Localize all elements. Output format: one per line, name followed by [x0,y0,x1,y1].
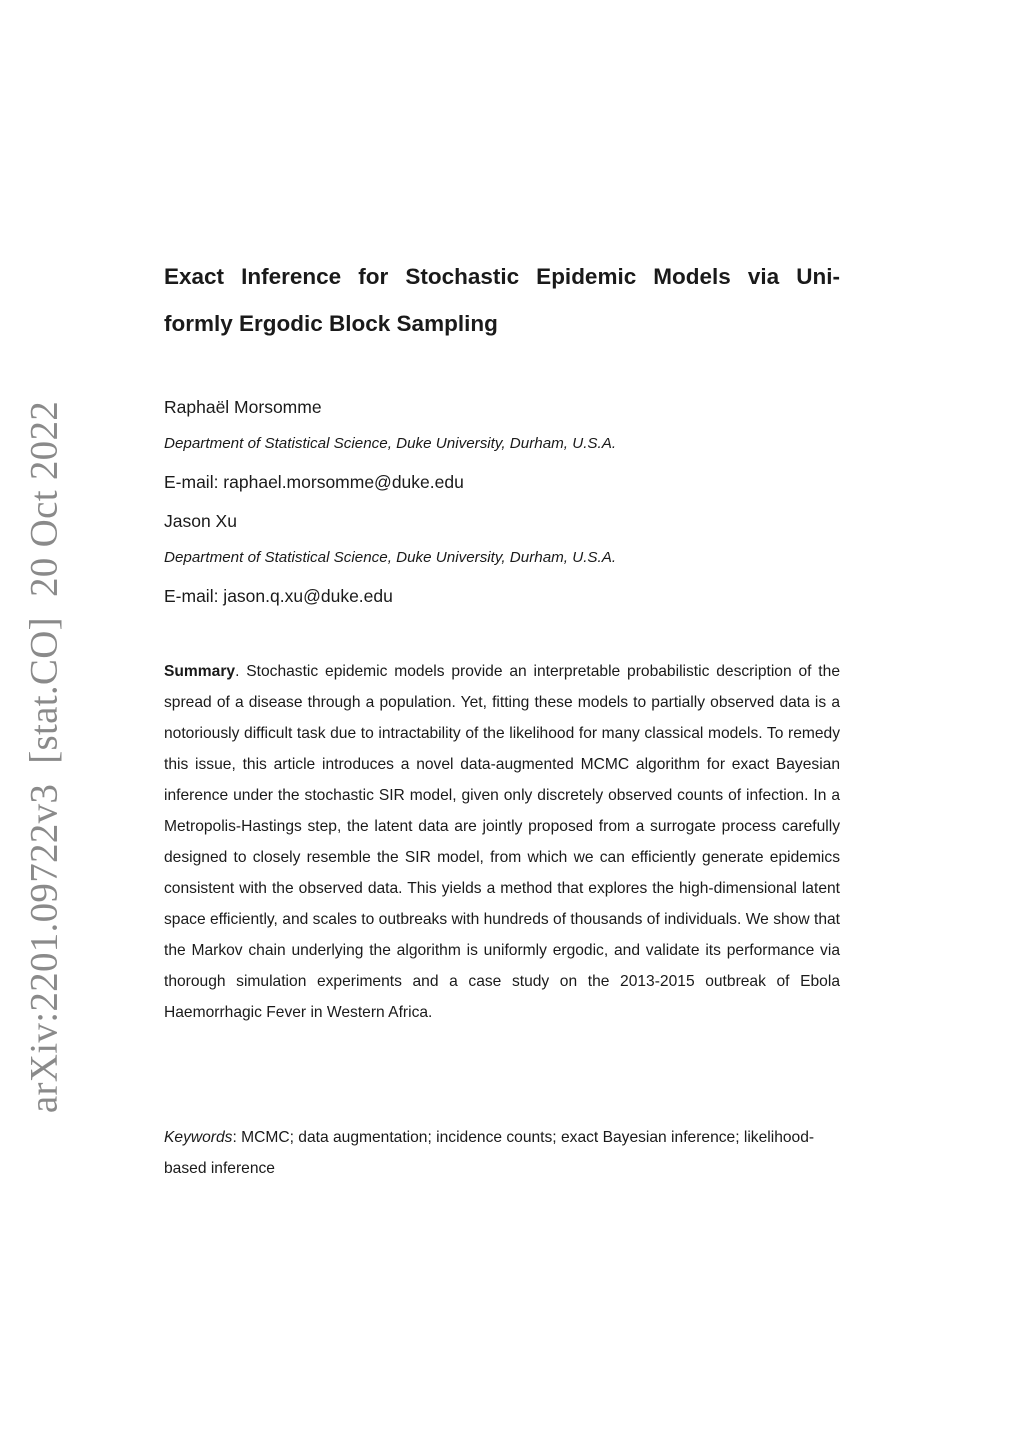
abstract-text: . Stochastic epidemic models provide an interpretable probabilistic description of the spread of a disease through a population. Yet, fitting these models to partially observed data is a notoriously difficult task due to intractability of the likelihood for many classical models. To remedy this issue, this article introduces a novel data-augmented MCMC algorithm for exact Bayesian inference under the stochastic SIR model, given only discretely observed counts of infection. In a Metropolis-Hastings step, the latent data are jointly proposed from a surrogate process carefully designed to closely resemble the SIR model, from which we can efficiently generate epidemics consistent with the observed data. This yields a method that explores the high-dimensional latent space efficiently, and scales to outbreaks with hundreds of thousands of individuals. We show that the Markov chain underlying the algorithm is uniformly ergodic, and validate its performance via thorough simulation experiments and a case study on the 2013-2015 outbreak of Ebola Haemorrhagic Fever in Western Africa. [164,663,840,1021]
author-email: E-mail: raphael.morsomme@duke.edu [164,472,464,492]
arxiv-date: 20 Oct 2022 [22,400,66,598]
title-line-2: formly Ergodic Block Sampling [164,311,498,336]
arxiv-stamp [22,401,67,1113]
abstract [164,656,840,1028]
author-name: Jason Xu [164,511,237,531]
keywords-label: Keywords [164,1129,233,1146]
keywords-text: : MCMC; data augmentation; incidence counts; exact Bayesian inference; likelihood-based inference [164,1129,815,1177]
author-affiliation: Department of Statistical Science, Duke University, Durham, U.S.A. [164,435,617,452]
author-list [164,395,840,608]
arxiv-category: [stat.CO] [22,617,66,764]
arxiv-identifier: arXiv:2201.09722v3 [22,783,66,1114]
paper-title [164,253,840,347]
author-block [164,395,840,494]
paper-front-page [164,253,840,1200]
keywords [164,1122,840,1184]
title-line-1: Exact Inference for Stochastic Epidemic Models via Uni- [164,264,840,289]
abstract-label: Summary [164,663,236,680]
author-affiliation: Department of Statistical Science, Duke University, Durham, U.S.A. [164,549,617,566]
author-name: Raphaël Morsomme [164,397,322,417]
author-block [164,509,840,608]
author-email: E-mail: jason.q.xu@duke.edu [164,586,393,606]
